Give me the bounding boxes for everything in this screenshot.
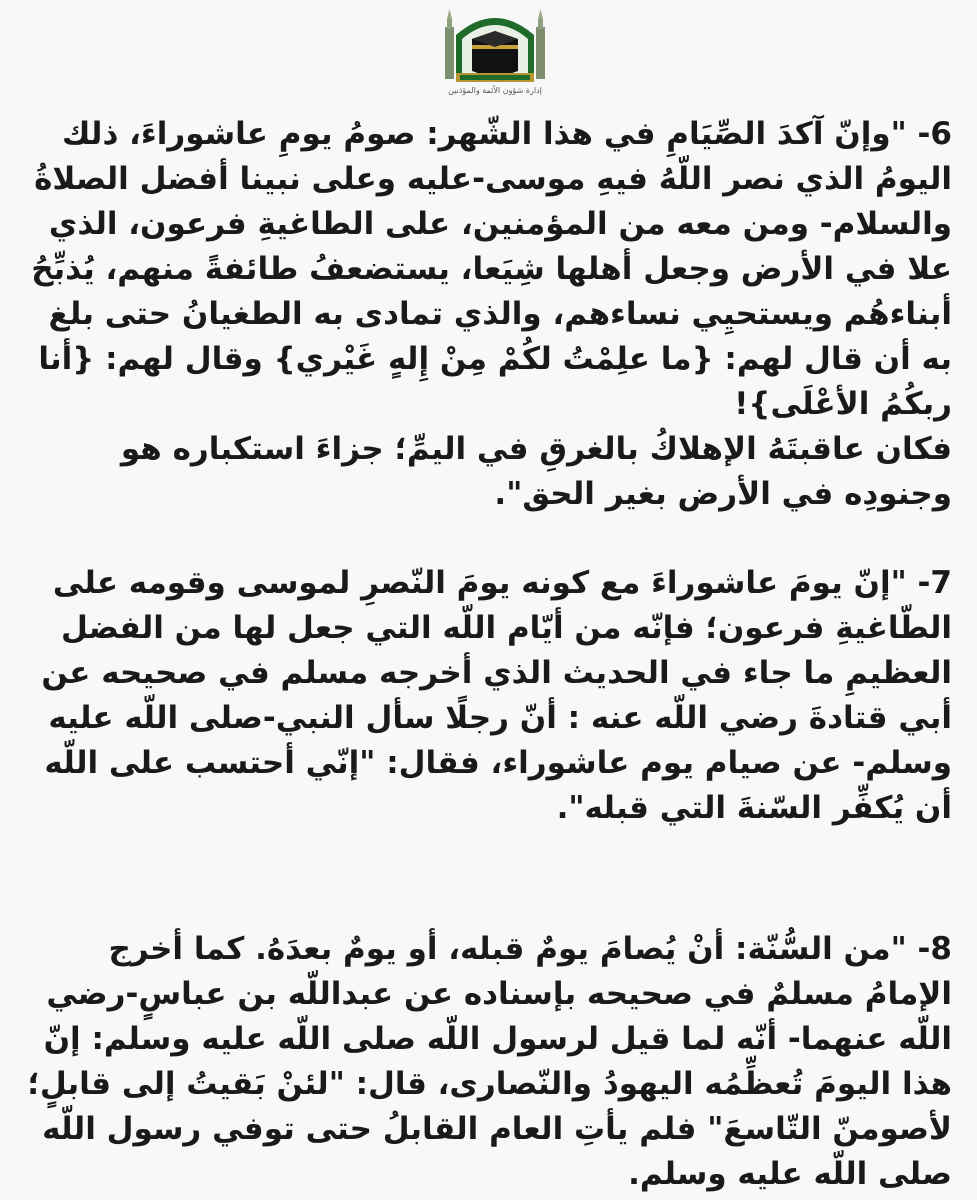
text-line: العظيمِ ما جاء في الحديث الذي أخرجه مسلم في صحيحه عن [41, 655, 952, 691]
text-line: الطّاغيةِ فرعون؛ فإنّه من أيّام اللّه التي جعل لها من الفضل [61, 610, 952, 646]
text-line: فكان عاقبتَهُ الإهلاكُ بالغرقِ في اليمِّ؛ جزاءَ استكباره هو وجنودِه [120, 431, 952, 512]
text-line: 6- "وإنّ آكدَ الصِّيَامِ في هذا الشّهر: صومُ يومِ عاشوراءَ، ذلك اليومُ [61, 116, 952, 197]
document-body [24, 112, 952, 1197]
text-line: أن قال لهم: {ما علِمْتُ لكُمْ مِنْ إِلهٍ غَيْري} وقال لهم: {أنا ربكُمُ [38, 341, 952, 422]
text-line: في الأرض وجعل أهلها شِيَعا، يستضعفُ طائفةً منهم، يُذبِّحُ [31, 251, 897, 287]
text-line: أبي قتادةَ رضي اللّه عنه : أنّ رجلًا سأل النبي-صلى اللّه عليه [48, 700, 952, 736]
text-line: الذي نصر اللّهُ فيهِ موسى-عليه وعلى نبينا أفضل الصلاةُ [34, 161, 865, 197]
text-line: يُكفِّر السّنةَ التي قبله". [556, 790, 905, 826]
paragraph-8 [24, 927, 952, 1197]
text-line: الأعْلَى}! [734, 386, 870, 422]
text-line: 7- "إنّ يومَ عاشوراءَ مع كونه يومَ النّصرِ لموسى وقومه على [52, 565, 952, 601]
text-line: مسلمٌ في صحيحه بإسناده عن عبداللّه بن عباسٍ-رضي اللّه [46, 976, 952, 1057]
text-line: أبناءهُم ويستحيِي نساءهم، والذي تمادى به الطغيانُ حتى بلغ به [48, 296, 952, 377]
logo-caption: إدارة شؤون الأئمة والمؤذنين [448, 86, 542, 95]
text-line: 8- "من السُّنّة: أنْ يُصامَ يومٌ قبله، أو يومٌ بعدَهُ. كما أخرج الإمامُ [108, 931, 952, 1012]
text-line: اليومَ تُعظِّمُه اليهودُ والنّصارى، قال: "لئنْ بَقيتُ إلى قابلٍ؛ [27, 1066, 892, 1102]
text-line: لأصومنّ التّاسعَ" فلم يأتِ العام القابلُ حتى توفي رسول اللّه صلى [42, 1111, 952, 1192]
text-line: اللّه عليه وسلم. [628, 1156, 868, 1192]
text-line: عنهما- أنّه لما قيل لرسول اللّه صلى اللّه عليه وسلم: إنّ هذا [43, 1021, 952, 1102]
paragraph-6 [24, 112, 952, 517]
text-line: والسلام- ومن معه من المؤمنين، على الطاغيةِ فرعون، الذي علا [48, 206, 952, 287]
paragraph-7 [24, 561, 952, 831]
text-line: وسلم- عن صيام يوم عاشوراء، فقال: "إنّي أحتسب على اللّه أن [44, 745, 952, 826]
text-line: في الأرض بغير الحق". [494, 476, 834, 512]
